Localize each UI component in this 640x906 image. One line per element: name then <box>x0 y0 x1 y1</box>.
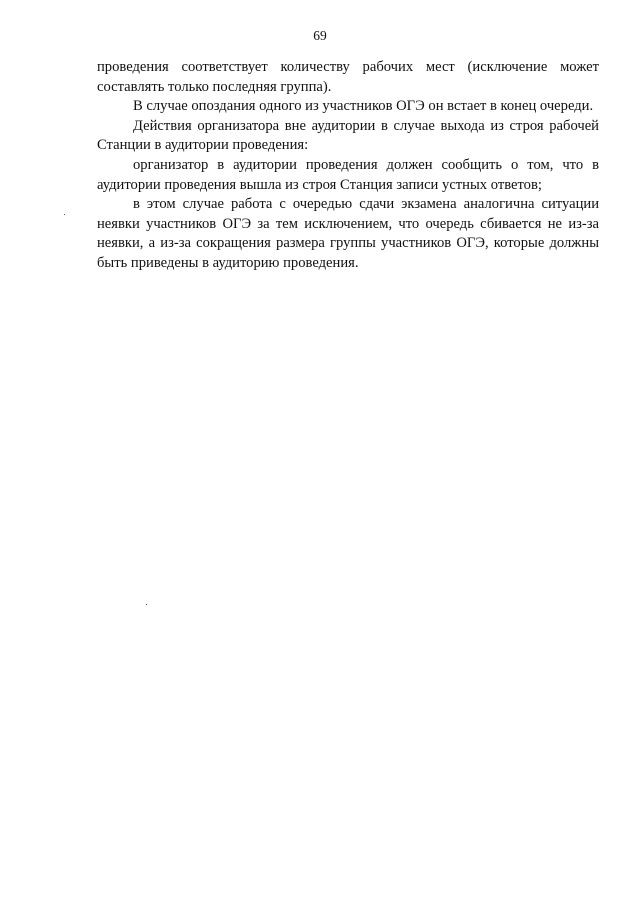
scan-speck <box>146 604 147 605</box>
paragraph-continuation: проведения соответствует количеству рабочих мест (исключение может составлять только последняя группа). <box>97 59 599 95</box>
paragraph-queue-handling: в этом случае работа с очередью сдачи экзамена аналогична ситуации неявки участников ОГЭ за тем исключением, что очередь сбивается не из-за неявки, а из-за сокращения размера группы участников ОГЭ, которые должны быть приведены в аудиторию проведения. <box>97 196 599 271</box>
scan-speck <box>64 214 65 215</box>
paragraph-late-participant: В случае опоздания одного из участников ОГЭ он встает в конец очереди. <box>133 98 594 115</box>
paragraph-organizer-report: организатор в аудитории проведения должен сообщить о том, что в аудитории проведения вышла из строя Станция записи устных ответов; <box>97 156 599 193</box>
page-number: 69 <box>313 28 327 43</box>
document-body <box>97 58 599 274</box>
paragraph-organizer-actions: Действия организатора вне аудитории в случае выхода из строя рабочей Станции в аудитории проведения: <box>97 117 599 154</box>
